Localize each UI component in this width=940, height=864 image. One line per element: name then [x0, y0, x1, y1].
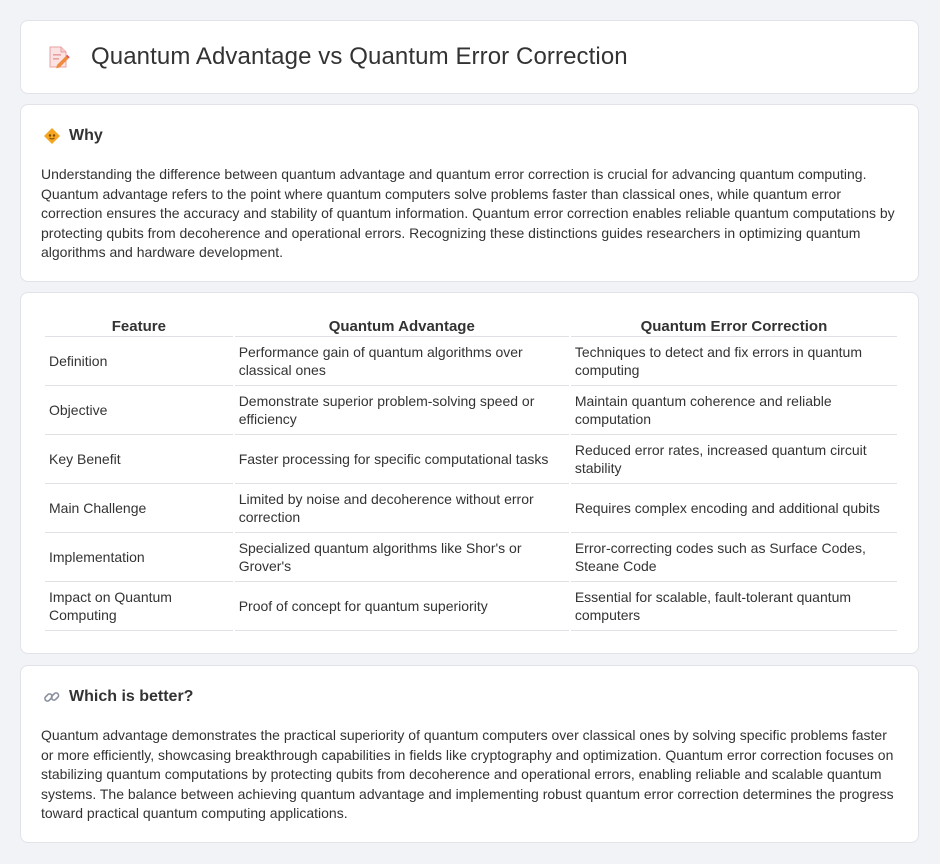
row-advantage: Faster processing for specific computational tasks [235, 435, 569, 484]
link-icon [43, 688, 61, 706]
row-error-correction: Maintain quantum coherence and reliable computation [571, 386, 897, 435]
table-row [45, 582, 897, 631]
table-row [45, 386, 897, 435]
why-body: Understanding the difference between quantum advantage and quantum error correction is crucial for advancing quantum computing. Quantum advantage refers to the point where quantum computers solve problems faster than classical ones, while quantum error correction ensures the accuracy and stability of quantum information. Quantum error correction enables reliable quantum computations by protecting qubits from decoherence and operational errors. Recognizing these distinctions guides researchers in optimizing quantum algorithms and hardware development. [41, 166, 895, 261]
row-advantage: Specialized quantum algorithms like Shor's or Grover's [235, 533, 569, 582]
row-error-correction: Reduced error rates, increased quantum circuit stability [571, 435, 897, 484]
comparison-card [20, 292, 919, 654]
page-title: Quantum Advantage vs Quantum Error Correction [91, 43, 628, 70]
row-feature: Objective [45, 386, 233, 435]
row-error-correction: Requires complex encoding and additional qubits [571, 484, 897, 533]
row-feature: Implementation [45, 533, 233, 582]
better-heading [43, 688, 193, 706]
document-pencil-icon [45, 44, 71, 70]
row-advantage: Proof of concept for quantum superiority [235, 582, 569, 631]
row-feature: Impact on Quantum Computing [45, 582, 233, 631]
header-quantum-advantage: Quantum Advantage [235, 315, 569, 337]
table-row [45, 337, 897, 386]
header-feature: Feature [45, 315, 233, 337]
table-row [45, 435, 897, 484]
title-row [45, 43, 628, 71]
sparkle-diamond-icon [43, 127, 61, 145]
better-title: Which is better? [69, 688, 194, 705]
header-quantum-error-correction: Quantum Error Correction [571, 315, 897, 337]
better-body: Quantum advantage demonstrates the practical superiority of quantum computers over classical ones by solving specific problems faster or more efficiently, showcasing breakthrough capabilities in fields like cryptography and optimization. Quantum error correction focuses on stabilizing quantum computations by protecting qubits from decoherence and operational errors, enabling reliable and scalable quantum systems. The balance between achieving quantum advantage and implementing robust quantum error correction determines the progress toward practical quantum computing applications. [41, 727, 894, 822]
why-heading [43, 127, 103, 145]
row-feature: Key Benefit [45, 435, 233, 484]
why-title: Why [69, 127, 103, 144]
row-error-correction: Essential for scalable, fault-tolerant quantum computers [571, 582, 897, 631]
row-feature: Main Challenge [45, 484, 233, 533]
row-advantage: Demonstrate superior problem-solving speed or efficiency [235, 386, 569, 435]
which-better-card [20, 665, 919, 843]
row-advantage: Limited by noise and decoherence without error correction [235, 484, 569, 533]
title-card [20, 20, 919, 94]
comparison-table [43, 315, 899, 631]
row-error-correction: Error-correcting codes such as Surface Codes, Steane Code [571, 533, 897, 582]
row-advantage: Performance gain of quantum algorithms over classical ones [235, 337, 569, 386]
table-row [45, 533, 897, 582]
why-card [20, 104, 919, 282]
row-feature: Definition [45, 337, 233, 386]
row-error-correction: Techniques to detect and fix errors in quantum computing [571, 337, 897, 386]
table-row [45, 484, 897, 533]
table-header-row [45, 315, 897, 337]
